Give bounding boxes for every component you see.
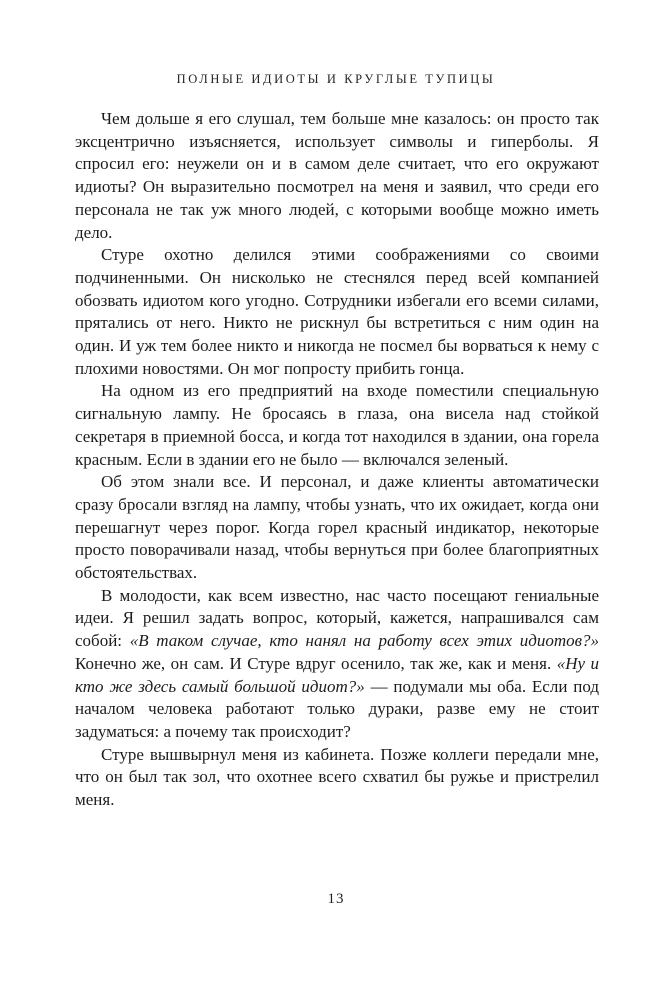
text-segment: В молодости, как всем известно, нас часто посещают гениальные идеи. Я решил задать вопрос, который, кажется, напрашивался сам собой:: [75, 585, 599, 651]
paragraph: [75, 471, 599, 585]
paragraph: [75, 744, 599, 812]
text-segment-italic: «Ну и кто же здесь самый большой идиот?»: [75, 653, 599, 696]
text-segment: Стуре вышвырнул меня из кабинета. Позже коллеги передали мне, что он был так зол, что охотнее всего схватил бы ружье и пристрелил меня.: [75, 744, 599, 810]
text-segment: Об этом знали все. И персонал, и даже клиенты автоматически сразу бросали взгляд на лампу, чтобы узнать, что их ожидает, когда они перешагнут через порог. Когда горел красный индикатор, некоторые просто поворачивали назад, чтобы вернуться при более благоприятных обстоятельствах.: [75, 472, 599, 583]
paragraph: [75, 585, 599, 744]
body-text: [75, 108, 599, 812]
page-number: 13: [327, 891, 345, 907]
paragraph: [75, 244, 599, 380]
text-segment: — подумали мы оба. Если под началом человека работают только дураки, разве ему не стоит задуматься: а почему так происходит?: [75, 676, 600, 741]
text-segment: На одном из его предприятий на входе поместили специальную сигнальную лампу. Не бросаясь в глаза, она висела над стойкой секретаря в приемной босса, и когда тот находился в здании, она горела красным. Если в здании его не было — включался зеленый.: [75, 381, 599, 469]
text-segment: Чем дольше я его слушал, тем больше мне казалось: он просто так эксцентрично изъясняется, использует символы и гиперболы. Я спросил его: неужели он и в самом деле считает, что его окружают идиоты? Он выразительно посмотрел на меня и заявил, что среди его персонала не так уж много людей, с которыми вообще можно иметь дело.: [75, 109, 599, 242]
text-segment-italic: «В таком случае, кто нанял на работу всех этих идиотов?»: [129, 631, 599, 651]
paragraph: [75, 108, 599, 244]
text-segment: Стуре охотно делился этими соображениями со своими подчиненными. Он нисколько не стеснялся перед всей компанией обозвать идиотом кого угодно. Сотрудники избегали его всеми силами, прятались от него. Никто не рискнул бы встретиться с ним один на один. И уж тем более никто и никогда не посмел бы ворваться к нему с плохими новостями. Он мог попросту прибить гонца.: [75, 245, 599, 378]
text-segment: Конечно же, он сам. И Стуре вдруг осенило, так же, как и меня.: [75, 653, 557, 673]
running-header: ПОЛНЫЕ ИДИОТЫ И КРУГЛЫЕ ТУПИЦЫ: [176, 72, 496, 86]
paragraph: [75, 380, 599, 471]
